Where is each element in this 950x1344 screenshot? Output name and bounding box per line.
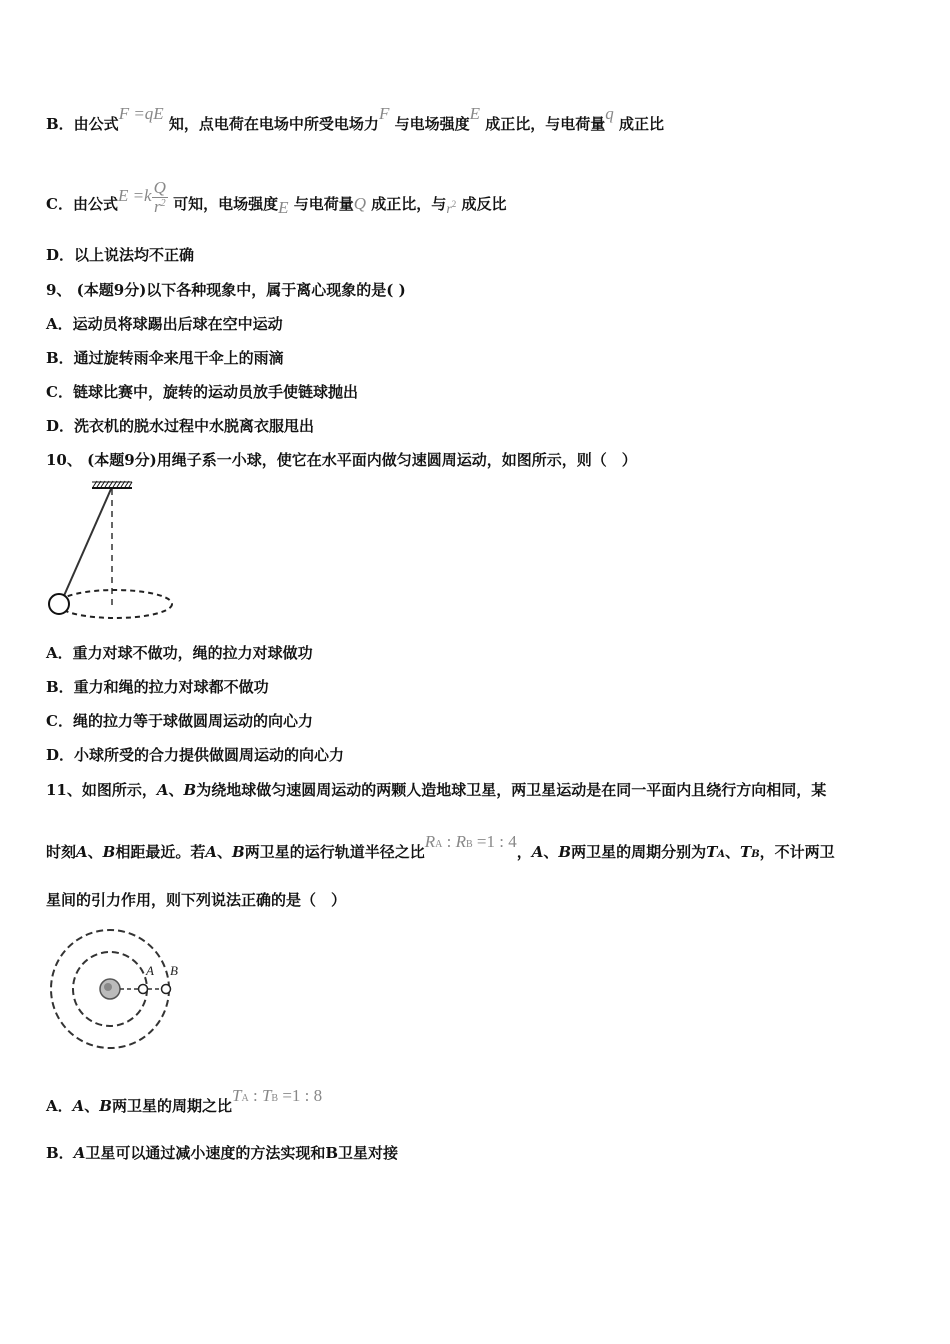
den-exp: 2 — [160, 198, 166, 209]
option-prefix: A． — [46, 1097, 73, 1115]
sat-b-label: B — [232, 843, 245, 861]
option-text: 与电场强度 — [394, 115, 470, 133]
question-9: 9、 (本题9分)以下各种现象中，属于离心现象的是( ) — [46, 281, 406, 299]
sat-a-label: A — [156, 781, 169, 799]
den-var: r — [153, 197, 161, 216]
var-q: Q — [353, 194, 367, 213]
option-10a: A．重力对球不做功，绳的拉力对球做功 — [46, 644, 313, 662]
question-11-line2 — [46, 832, 835, 865]
formula-fraction — [152, 179, 168, 219]
period-ta: T — [706, 843, 718, 861]
q11-text: 两卫星的运行轨道半径之比 — [244, 843, 425, 861]
option-8b — [46, 104, 664, 134]
sat-b-label: B — [558, 843, 572, 861]
option-prefix: B．由公式 — [46, 115, 119, 133]
option-text: 成反比 — [461, 195, 507, 213]
formula-f-qe: F =qE — [118, 104, 164, 123]
string — [63, 489, 111, 598]
earth-shade — [104, 983, 112, 991]
option-text: 成正比，与电荷量 — [485, 115, 606, 133]
var-q: q — [605, 104, 614, 123]
q11-text: 时刻 — [46, 843, 77, 861]
ratio-value: =1 : 4 — [472, 832, 517, 851]
sat-a-label: A — [531, 843, 544, 861]
var-r: r — [446, 202, 452, 217]
option-9c: C．链球比赛中，旋转的运动员放手使链球抛出 — [46, 383, 358, 401]
period-ta-sub: A — [717, 849, 726, 860]
var-r-exp: 2 — [451, 199, 457, 209]
q11-text: 、 — [543, 843, 559, 861]
colon: : — [248, 1086, 262, 1105]
period-ratio-formula — [232, 1087, 322, 1105]
sat-a-label: A — [73, 1144, 86, 1162]
var-r: R — [424, 832, 436, 851]
ratio-value: =1 : 8 — [278, 1086, 323, 1105]
option-text: 成正比 — [618, 115, 664, 133]
option-10c: C．绳的拉力等于球做圆周运动的向心力 — [46, 712, 313, 730]
label-b: B — [170, 963, 178, 978]
q11-text: 、 — [168, 781, 184, 799]
option-text: 知，点电荷在电场中所受电场力 — [168, 115, 379, 133]
var-t: T — [232, 1086, 242, 1105]
sat-a-label: A — [205, 843, 218, 861]
q11-text: 两卫星的周期分别为 — [571, 843, 707, 861]
q11-text: ， — [516, 843, 532, 861]
sub-a: A — [435, 839, 443, 850]
option-prefix: B． — [46, 1144, 74, 1162]
var-r: R — [455, 832, 466, 851]
sub-b: B — [465, 839, 473, 850]
var-e: E — [469, 104, 480, 123]
sat-a-label: A — [72, 1097, 85, 1115]
sat-b-label: B — [183, 781, 197, 799]
option-9b: B．通过旋转雨伞来甩干伞上的雨滴 — [46, 349, 284, 367]
orbit-figure — [44, 928, 194, 1058]
question-11-line1 — [46, 780, 826, 800]
fraction-denominator — [152, 198, 168, 219]
sat-a-label: A — [76, 843, 88, 861]
option-11a — [46, 1086, 323, 1119]
ball — [49, 594, 69, 614]
formula-lhs: E =k — [117, 186, 152, 205]
circular-path — [58, 590, 172, 618]
option-text: 、 — [84, 1097, 100, 1115]
colon: : — [442, 832, 456, 851]
option-11b — [46, 1143, 398, 1163]
var-e: E — [278, 198, 289, 217]
option-10b: B．重力和绳的拉力对球都不做功 — [46, 678, 269, 696]
option-text: 两卫星的周期之比 — [111, 1097, 232, 1115]
option-prefix: C．由公式 — [46, 195, 118, 213]
ceiling-hatch — [92, 481, 132, 488]
option-8c — [46, 178, 507, 225]
sat-b-label: B — [99, 1097, 112, 1115]
var-t: T — [261, 1086, 272, 1105]
radius-ratio-formula — [425, 833, 517, 851]
option-8d: D．以上说法均不正确 — [46, 246, 195, 264]
option-text: 可知，电场强度 — [173, 195, 279, 213]
period-tb-sub: B — [751, 849, 760, 860]
satellite-a — [139, 985, 148, 994]
option-text: 与电荷量 — [293, 195, 354, 213]
option-9d: D．洗衣机的脱水过程中水脱离衣服甩出 — [46, 417, 315, 435]
var-f: F — [378, 104, 390, 123]
q11-text: 、 — [725, 843, 741, 861]
question-11-line3: 星间的引力作用，则下列说法正确的是（ ） — [46, 891, 347, 909]
q11-text: 11、如图所示， — [46, 781, 157, 799]
q11-text: 相距最近。若 — [115, 843, 206, 861]
option-10d: D．小球所受的合力提供做圆周运动的向心力 — [46, 746, 345, 764]
question-10: 10、 (本题9分)用绳子系一小球，使它在水平面内做匀速圆周运动，如图所示，则（ ） — [46, 451, 637, 469]
label-a: A — [146, 963, 154, 978]
q11-text: 、 — [87, 843, 103, 861]
fraction-numerator: Q — [153, 178, 166, 197]
sub-b: B — [271, 1093, 279, 1104]
option-text: 卫星可以通过减小速度的方法实现和B卫星对接 — [85, 1144, 399, 1162]
q11-text: ，不计两卫 — [759, 843, 835, 861]
option-text: 成正比，与 — [371, 195, 447, 213]
q11-text: 、 — [217, 843, 233, 861]
option-9a: A．运动员将球踢出后球在空中运动 — [46, 315, 283, 333]
sub-a: A — [241, 1093, 249, 1104]
pendulum-figure — [40, 476, 190, 626]
q11-text: 为绕地球做匀速圆周运动的两颗人造地球卫星，两卫星运动是在同一平面内且绕行方向相同，某 — [196, 781, 827, 799]
sat-b-label: B — [102, 843, 116, 861]
period-tb: T — [740, 843, 752, 861]
satellite-b — [162, 985, 171, 994]
